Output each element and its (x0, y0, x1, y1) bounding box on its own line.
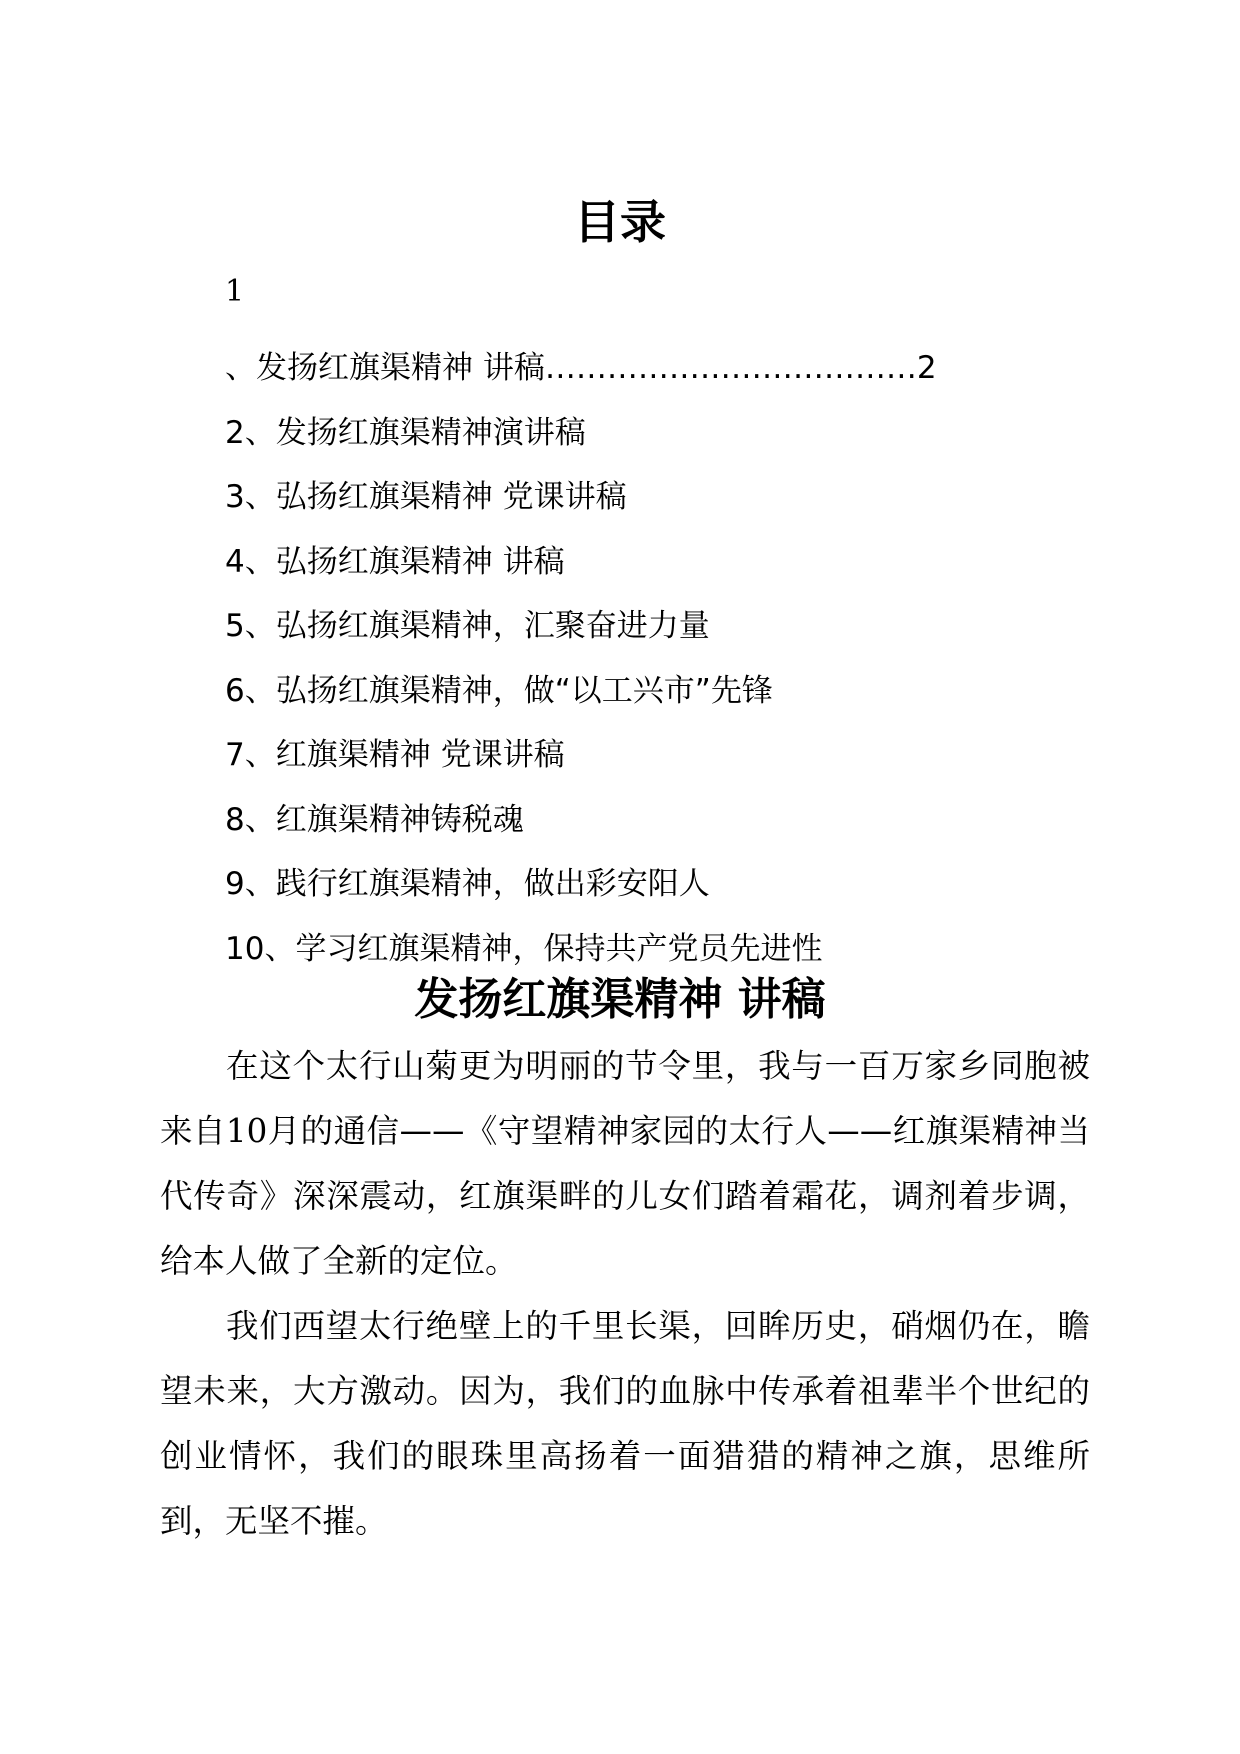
toc-item-2[interactable] (225, 401, 1045, 466)
toc-item-text: 5、弘扬红旗渠精神，汇聚奋进力量 (225, 608, 710, 644)
toc-item-6[interactable] (225, 659, 1045, 724)
toc-item-text: 9、践行红旗渠精神，做出彩安阳人 (225, 866, 710, 902)
toc-item-text: 10、学习红旗渠精神，保持共产党员先进性 (225, 930, 823, 967)
paragraph-number: 10 (225, 1112, 268, 1150)
toc-item-page: 2 (916, 350, 937, 386)
toc-title: 目录 (574, 195, 666, 249)
article-title: 发扬红旗渠精神 讲稿 (414, 974, 826, 1025)
toc-first-number: 1 (225, 274, 245, 309)
article-paragraph-1 (160, 1034, 1090, 1294)
toc-item-text: 、发扬红旗渠精神 讲稿……………………………… (225, 350, 917, 386)
toc-item-9[interactable] (225, 852, 1045, 917)
toc-item-8[interactable] (225, 788, 1045, 853)
article-paragraph-2: 我们西望太行绝壁上的千里长渠，回眸历史，硝烟仍在，瞻望未来，大方激动。因为，我们的血脉中传承着祖辈半个世纪的创业情怀，我们的眼珠里高扬着一面猎猎的精神之旗，思维所到，无坚不摧。 (160, 1307, 1090, 1540)
toc-list (225, 336, 1045, 981)
toc-item-1[interactable] (225, 336, 1045, 401)
toc-item-text: 2、发扬红旗渠精神演讲稿 (225, 414, 586, 451)
toc-item-5[interactable] (225, 594, 1045, 659)
article-body (160, 1034, 1090, 1554)
paragraph-text: 在这个太行山菊更为明丽的节令里，我与一百万家乡同胞被来自 (160, 1047, 1090, 1150)
toc-item-7[interactable] (225, 723, 1045, 788)
paragraph-text: 月的通信——《守望精神家园的太行人——红旗渠精神当代传奇》深深震动，红旗渠畔的儿女们踏着霜花，调剂着步调，给本人做了全新的定位。 (160, 1112, 1090, 1280)
toc-item-3[interactable] (225, 465, 1045, 530)
toc-item-text: 3、弘扬红旗渠精神 党课讲稿 (225, 479, 627, 515)
toc-item-text: 7、红旗渠精神 党课讲稿 (225, 737, 565, 773)
toc-item-text: 6、弘扬红旗渠精神，做“以工兴市”先锋 (225, 672, 773, 709)
toc-item-text: 8、红旗渠精神铸税魂 (225, 801, 524, 838)
toc-item-text: 4、弘扬红旗渠精神 讲稿 (225, 543, 565, 580)
toc-item-4[interactable] (225, 530, 1045, 595)
